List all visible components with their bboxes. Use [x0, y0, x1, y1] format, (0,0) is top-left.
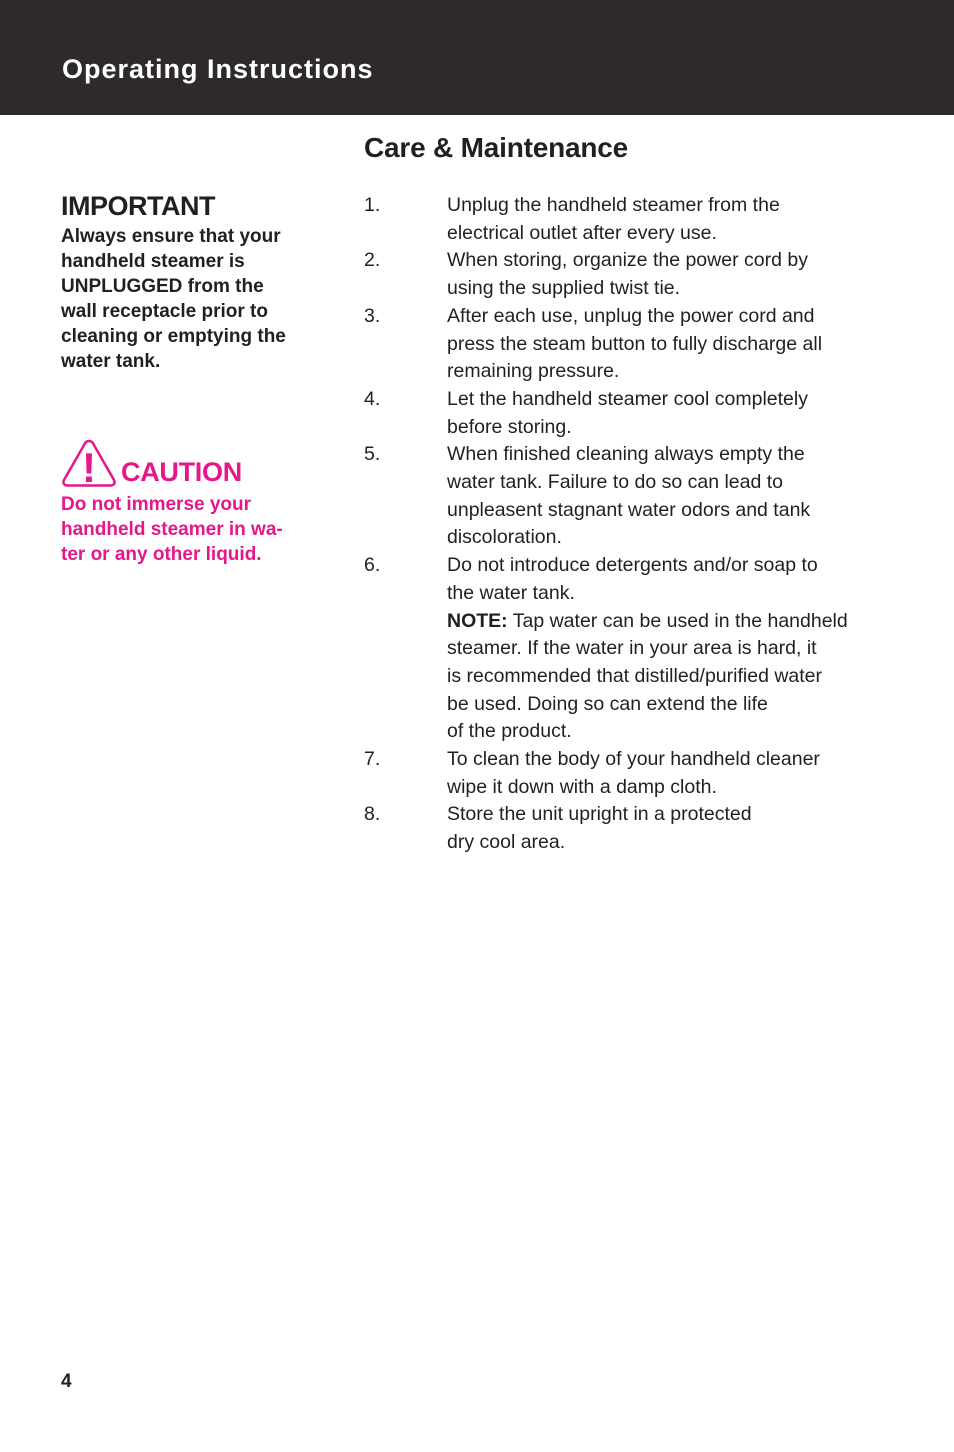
list-item: [364, 801, 904, 856]
header-bar: [0, 0, 954, 115]
item-number: 7.: [364, 748, 381, 771]
warning-triangle-icon: [61, 438, 117, 488]
note-text: Tap water can be used in the handheld steamer. If the water in your area is hard, it is recommended that distilled/purified water be used. Doing so can extend the life of the product.: [447, 609, 848, 743]
caution-header: [61, 438, 321, 488]
item-content: [447, 552, 904, 746]
item-text: To clean the body of your handheld cleaner wipe it down with a damp cloth.: [447, 748, 820, 798]
list-item: [364, 552, 904, 746]
note-paragraph: [447, 608, 904, 747]
item-number: 4.: [364, 387, 381, 410]
list-item: [364, 192, 904, 247]
list-item: [364, 303, 904, 386]
list-item: [364, 247, 904, 302]
warning-exclamation: !: [82, 444, 96, 488]
item-text: After each use, unplug the power cord and press the steam button to fully discharge all remaining pressure.: [447, 304, 823, 383]
important-section: [61, 190, 321, 374]
item-number: 3.: [364, 304, 381, 327]
important-heading: IMPORTANT: [61, 191, 215, 221]
care-list: [364, 192, 904, 857]
caution-heading: CAUTION: [121, 457, 242, 487]
caution-section: [61, 438, 321, 567]
page-number: 4: [61, 1371, 72, 1392]
item-text: Store the unit upright in a protected dry cool area.: [447, 803, 752, 854]
important-line: Always ensure that your: [61, 226, 281, 247]
important-line-rest: from the: [182, 276, 264, 297]
caution-line: ter or any other liquid.: [61, 544, 262, 565]
item-number: 8.: [364, 803, 381, 826]
important-line: wall receptacle prior to: [61, 301, 268, 322]
caution-line: handheld steamer in wa-: [61, 519, 283, 540]
item-text: Do not introduce detergents and/or soap to the water tank.: [447, 554, 818, 604]
item-number: 5.: [364, 443, 381, 466]
item-number: 6.: [364, 554, 381, 577]
care-heading: Care & Maintenance: [364, 132, 629, 163]
important-line: [61, 274, 321, 299]
note-label: NOTE:: [447, 609, 508, 632]
list-item: [364, 441, 904, 552]
item-number: 1.: [364, 194, 381, 216]
caution-body: [61, 492, 321, 567]
list-item: [364, 386, 904, 441]
important-line: handheld steamer is: [61, 251, 245, 272]
page-title: Operating Instructions: [62, 54, 374, 84]
important-line: water tank.: [61, 351, 161, 372]
item-text: When finished cleaning always empty the water tank. Failure to do so can lead to unpleasent stagnant water odors and tank discoloration.: [447, 443, 811, 549]
unplugged-emphasis: UNPLUGGED: [61, 276, 183, 297]
item-text: Unplug the handheld steamer from the electrical outlet after every use.: [447, 194, 780, 244]
list-item: [364, 746, 904, 801]
item-number: 2.: [364, 249, 381, 272]
important-line: cleaning or emptying the: [61, 326, 286, 347]
item-text: Let the handheld steamer cool completely before storing.: [447, 387, 808, 438]
caution-line: Do not immerse your: [61, 494, 252, 515]
important-body: [61, 224, 321, 374]
item-text: When storing, organize the power cord by using the supplied twist tie.: [447, 249, 808, 300]
